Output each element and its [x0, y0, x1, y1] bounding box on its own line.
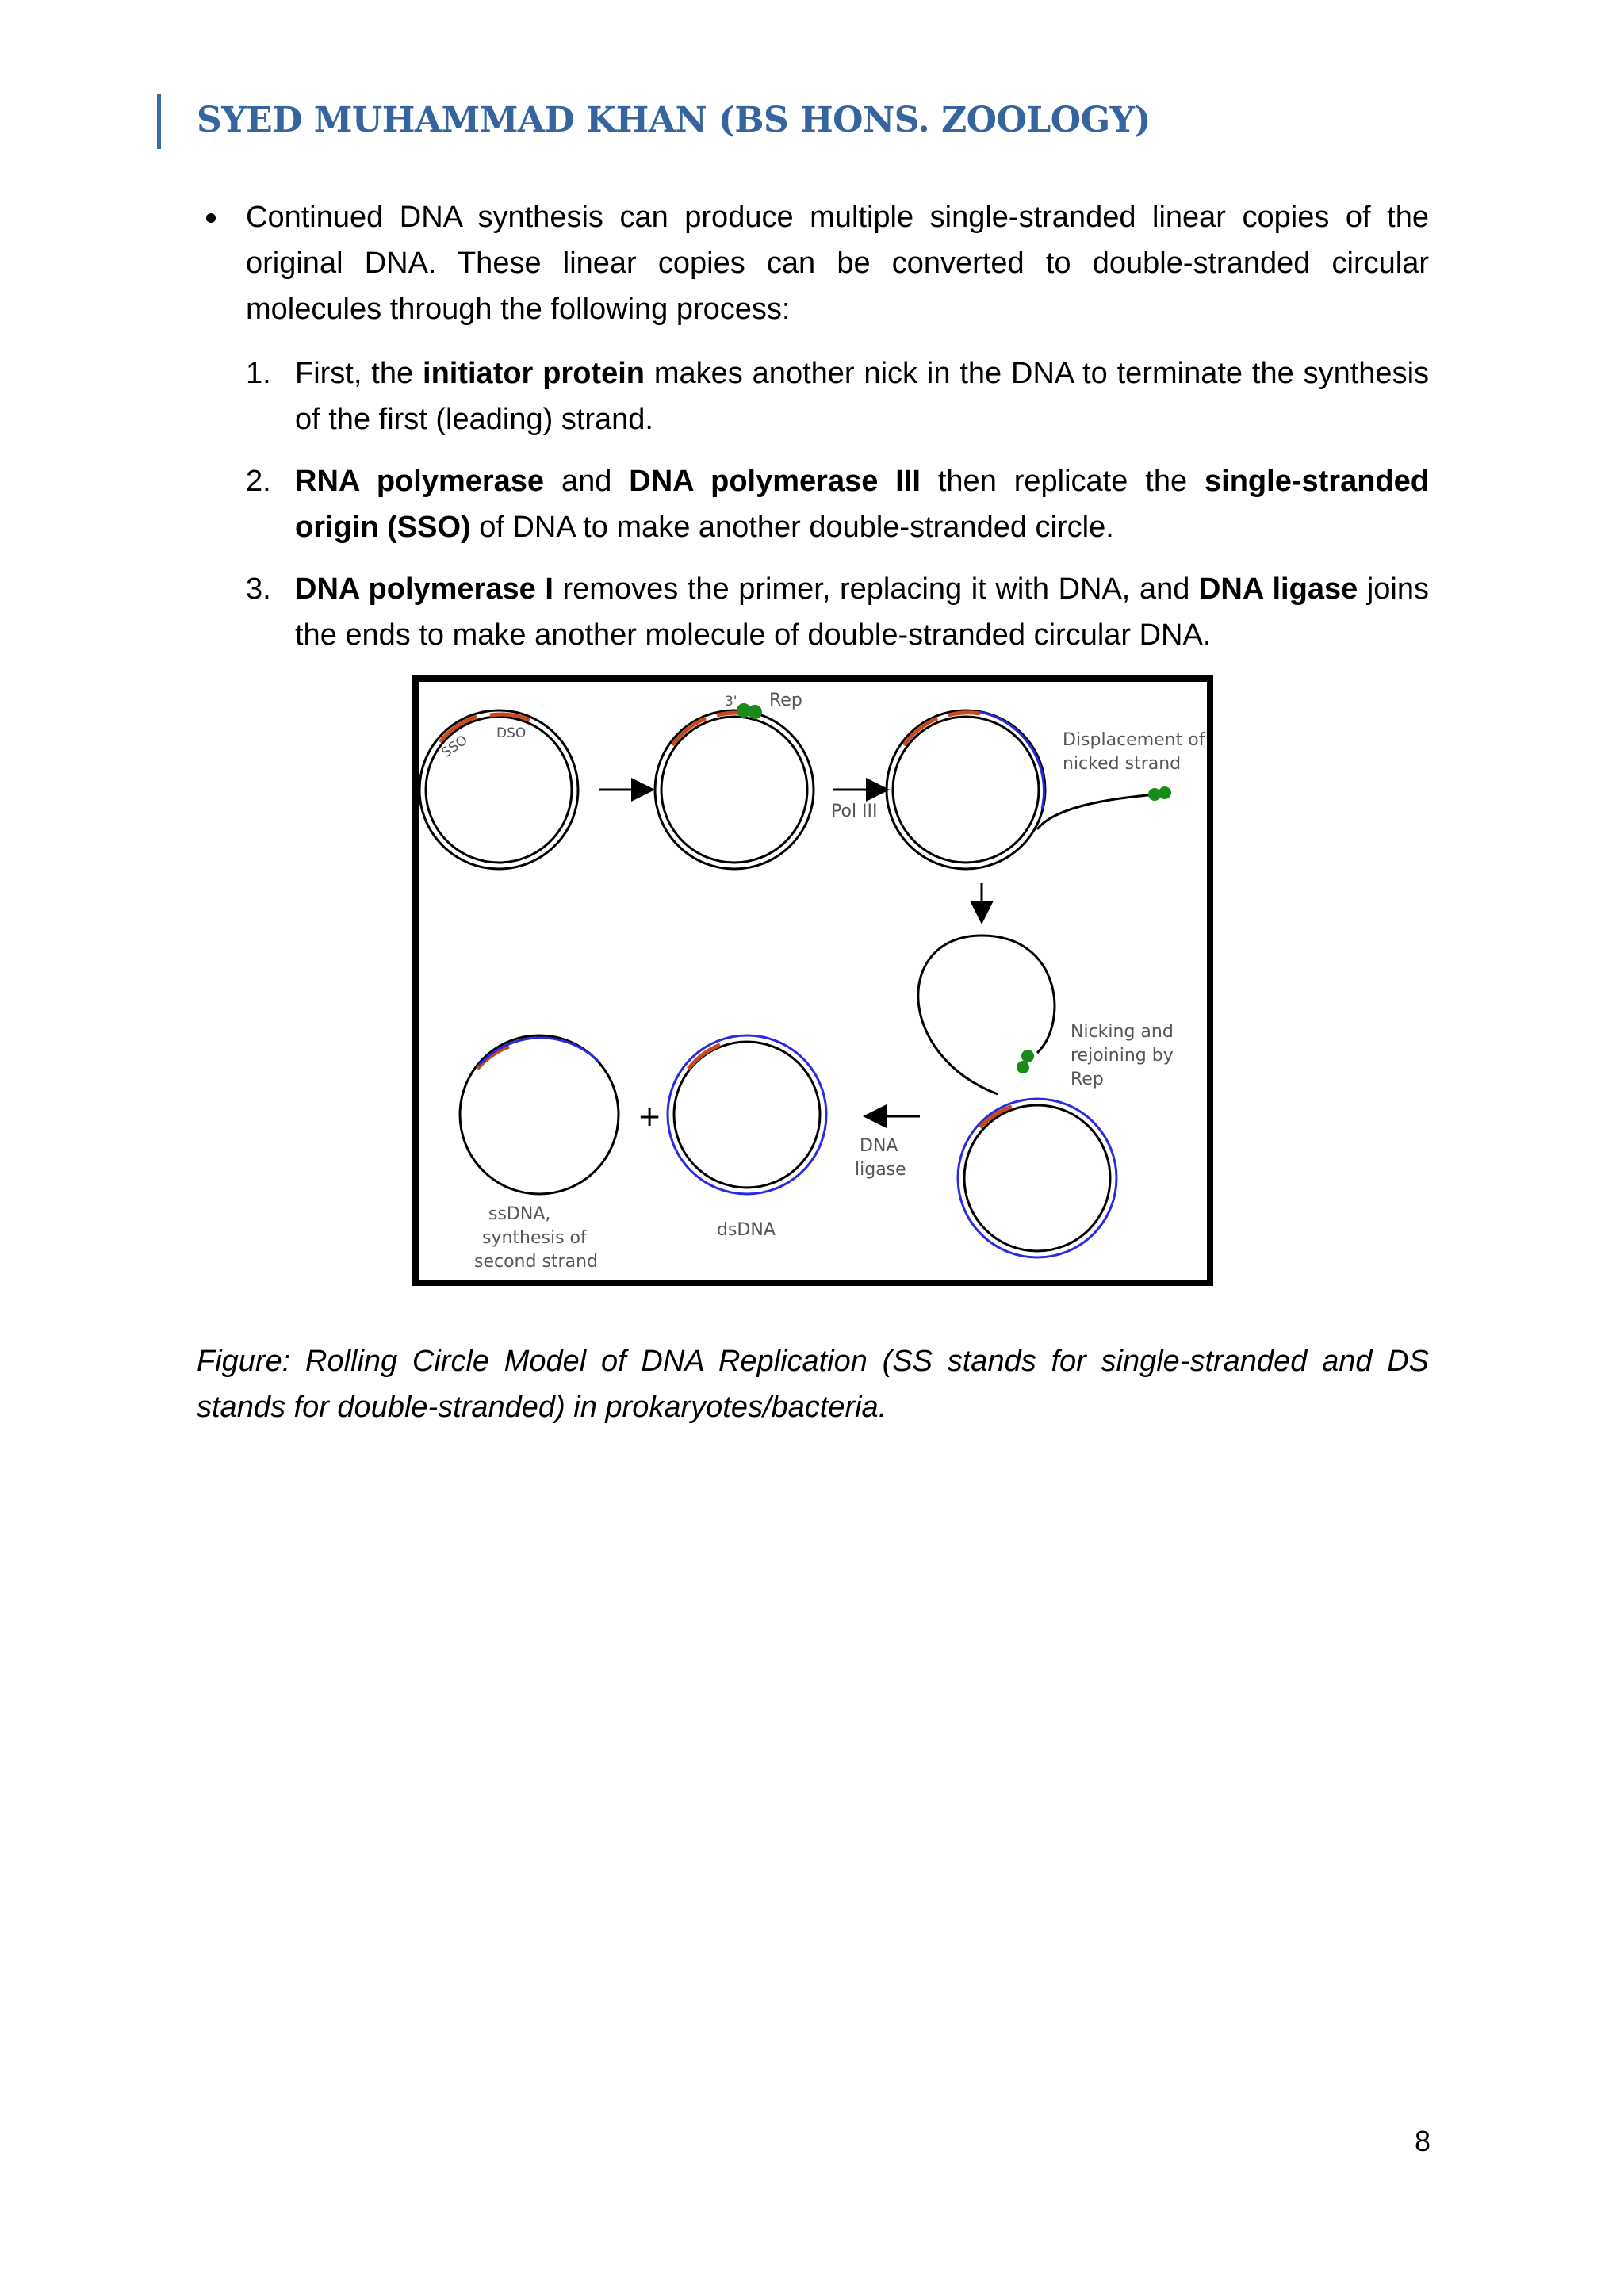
page-number: 8	[1414, 2125, 1431, 2157]
plus-sign: +	[638, 1100, 662, 1133]
step-number: 2.	[246, 465, 271, 498]
step-item	[246, 350, 1429, 442]
bold-term: DNA polymerase III	[629, 465, 921, 498]
step-text	[295, 458, 1429, 550]
plasmid-circle-ssdna	[460, 1035, 619, 1272]
rep-protein-icon	[748, 705, 762, 719]
rep-protein-icon	[1021, 1050, 1034, 1062]
circle-nicking-stage	[918, 936, 1174, 1094]
new-strand	[980, 712, 1044, 809]
ssdna-label-line: ssDNA,	[488, 1204, 551, 1224]
ssdna-label-line: synthesis of	[482, 1228, 587, 1248]
step-text-run: then replicate the	[920, 465, 1205, 498]
header-title: SYED MUHAMMAD KHAN (BS HONS. ZOOLOGY)	[197, 100, 1151, 140]
plasmid-circle-rejoined	[958, 1099, 1116, 1257]
displacement-label-line: nicked strand	[1063, 754, 1182, 774]
sso-label: SSO	[439, 732, 471, 762]
plasmid-circle-displacement	[887, 710, 1206, 869]
bold-term: single-stranded origin (SSO)	[295, 465, 1429, 544]
header-accent-bar	[157, 94, 161, 149]
three-prime-label: 3'	[725, 694, 737, 710]
nicking-label-line: Nicking and	[1071, 1022, 1174, 1042]
step-text-run: joins the ends to make another molecule of double-stranded circular DNA.	[295, 572, 1429, 652]
rep-label: Rep	[769, 691, 802, 710]
bullet-icon	[205, 194, 220, 240]
nicking-label-line: Rep	[1071, 1070, 1104, 1089]
displacement-label-line: Displacement of	[1063, 730, 1205, 750]
step-text-run: makes another nick in the DNA to terminate the synthesis of the first (leading) strand.	[295, 357, 1430, 436]
rolling-circle-figure	[412, 675, 1213, 1286]
nicking-label-line: rejoining by	[1071, 1046, 1174, 1066]
pol3-label: Pol III	[831, 802, 878, 821]
step-item	[246, 566, 1429, 658]
figure-caption: Figure: Rolling Circle Model of DNA Replication (SS stands for single-stranded and DS stands for double-stranded) in prokaryotes/bacteria.	[197, 1345, 1429, 1424]
plasmid-circle-dsdna	[668, 1035, 826, 1240]
ssdna-label-line: second strand	[474, 1252, 598, 1272]
ligase-label-line: DNA	[860, 1136, 898, 1156]
intro-paragraph: Continued DNA synthesis can produce multiple single-stranded linear copies of the original DNA. These linear copies can be converted to double-stranded circular molecules through the following process:	[246, 201, 1429, 326]
plasmid-circle-initial	[419, 710, 578, 869]
bold-term: RNA polymerase	[295, 465, 545, 498]
step-text-run: removes the primer, replacing it with DNA, and	[553, 572, 1199, 606]
step-text	[295, 566, 1429, 658]
dso-label: DSO	[496, 725, 527, 741]
rep-protein-icon	[1159, 786, 1171, 799]
step-text	[295, 350, 1429, 442]
rolling-circle-diagram	[419, 682, 1207, 1280]
step-text-run: and	[544, 465, 630, 498]
plasmid-circle-nicked	[655, 691, 814, 869]
rep-protein-icon	[1017, 1061, 1029, 1073]
step-item	[246, 458, 1429, 550]
step-text-run: First, the	[295, 357, 423, 390]
displaced-strand	[1037, 794, 1156, 829]
step-number: 1.	[246, 357, 271, 390]
step-text-run: of DNA to make another double-stranded circle.	[470, 511, 1114, 544]
bold-term: initiator protein	[423, 357, 645, 390]
step-number: 3.	[246, 572, 271, 606]
bold-term: DNA ligase	[1198, 572, 1358, 606]
ligase-label-line: ligase	[855, 1160, 906, 1180]
dsdna-label: dsDNA	[717, 1220, 776, 1240]
bold-term: DNA polymerase I	[295, 572, 553, 606]
